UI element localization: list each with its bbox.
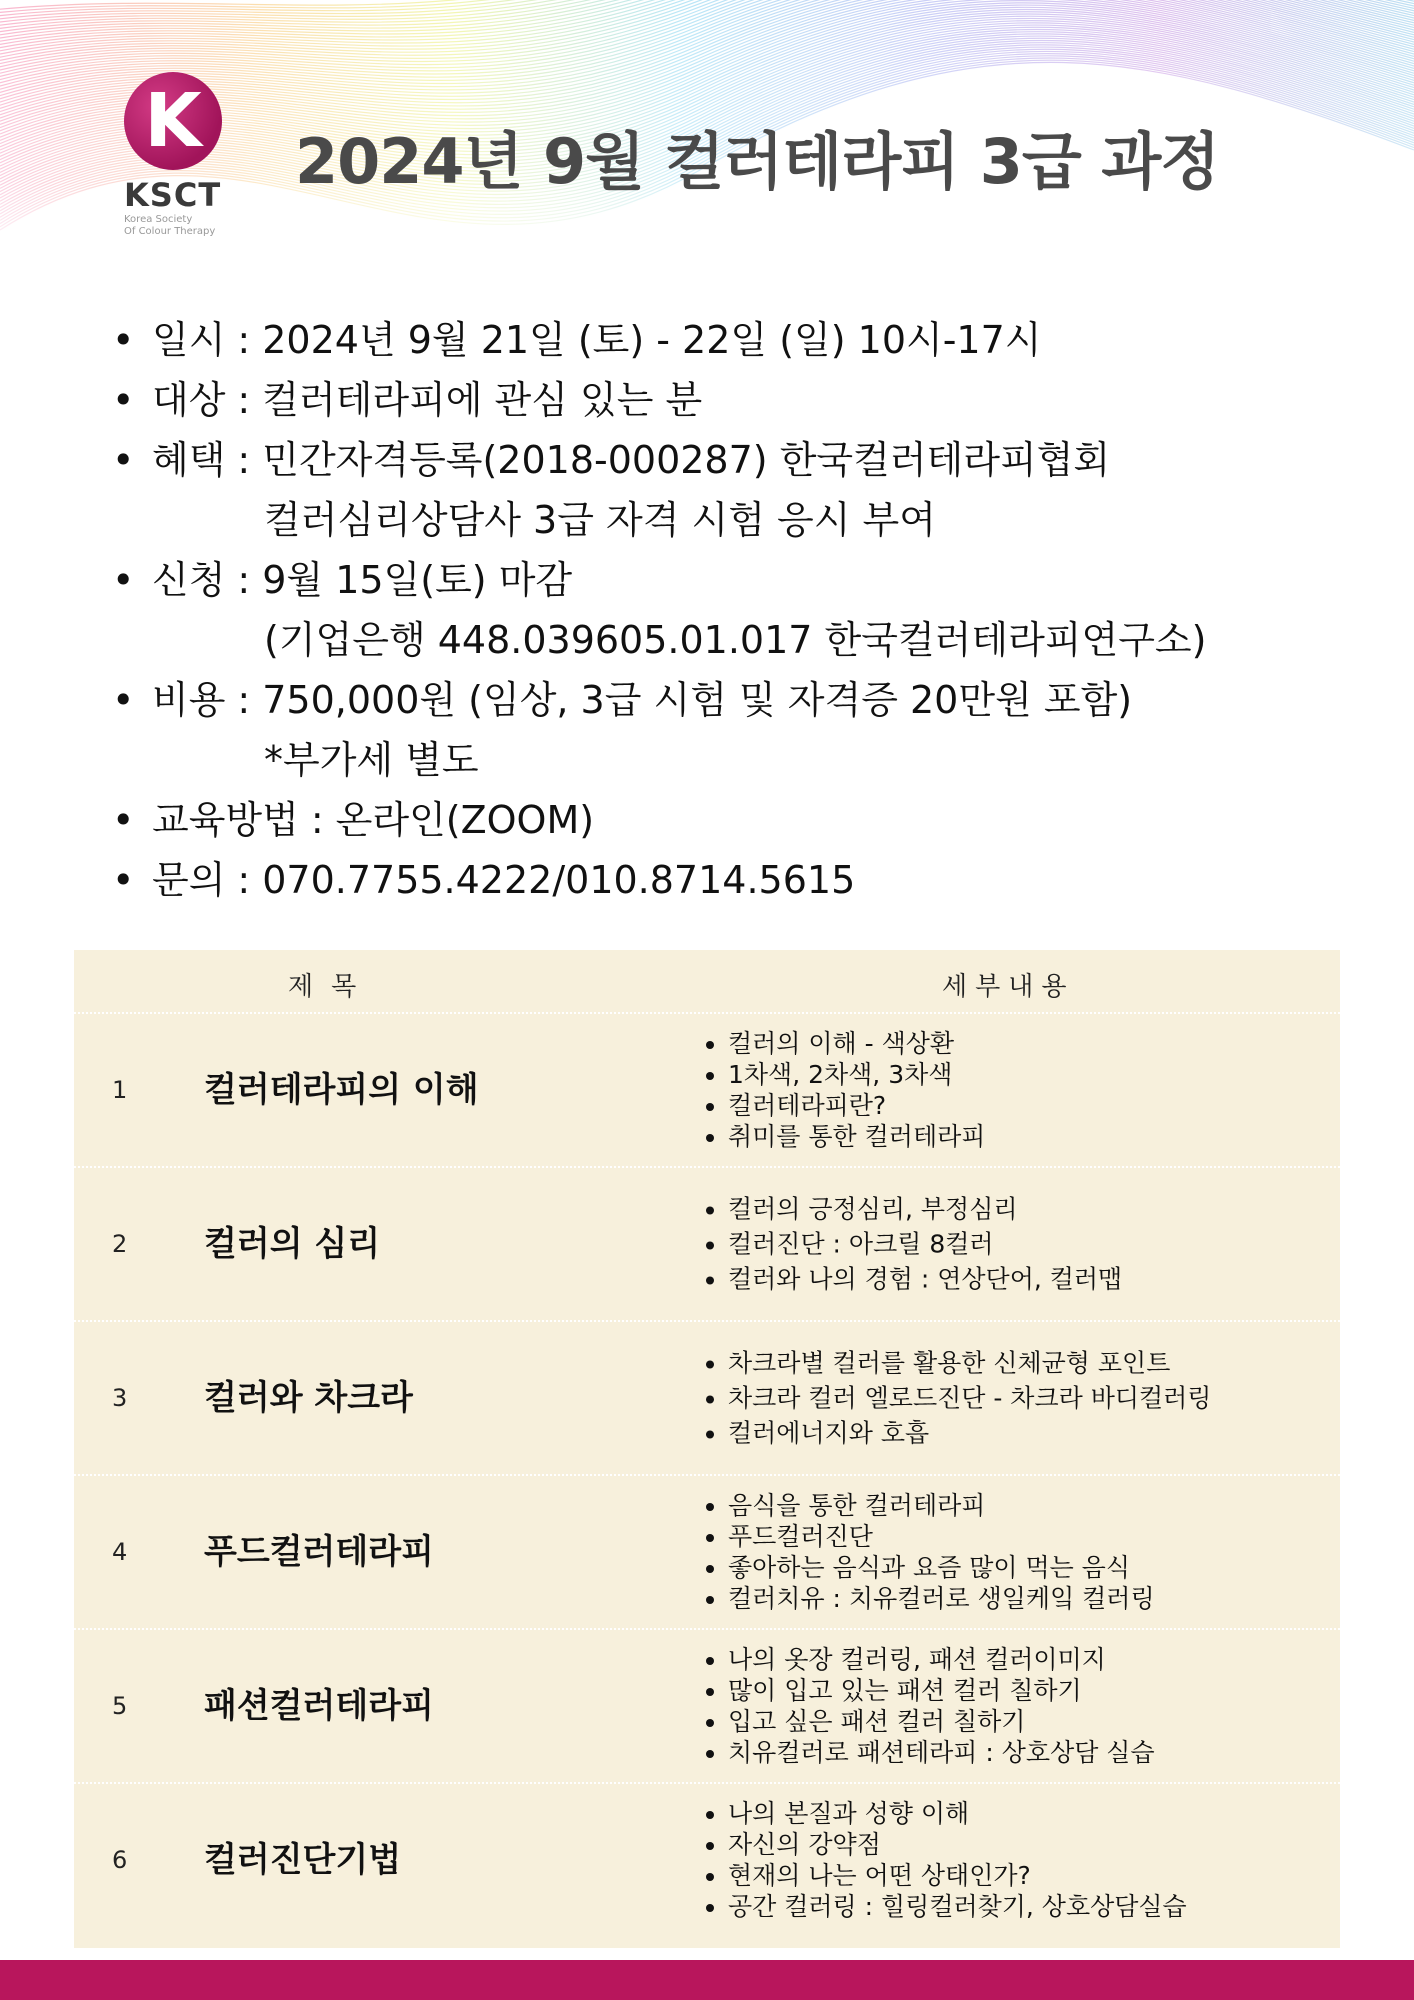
- info-value: 온라인(ZOOM): [335, 798, 595, 842]
- info-label: 비용: [152, 678, 226, 722]
- table-row: [74, 1630, 1340, 1784]
- header-detail: 세부내용: [942, 972, 1075, 1002]
- table-row: [74, 1476, 1340, 1630]
- info-separator: :: [237, 378, 251, 422]
- row-number: 6: [112, 1846, 128, 1874]
- info-label: 혜택: [152, 438, 226, 482]
- logo-letter: K: [144, 78, 202, 164]
- bullet-icon: •: [112, 798, 135, 842]
- info-label: 대상: [152, 378, 226, 422]
- detail-item: • 많이 입고 있는 패션 컬러 칠하기: [728, 1675, 1155, 1706]
- info-row: [112, 430, 1312, 490]
- bullet-icon: •: [112, 318, 135, 362]
- info-row: [112, 370, 1312, 430]
- info-separator: :: [237, 318, 251, 362]
- row-number: 4: [112, 1538, 128, 1566]
- info-continuation: (기업은행 448.039605.01.017 한국컬러테라피연구소): [264, 618, 1207, 662]
- row-number: 5: [112, 1692, 128, 1720]
- info-label: 일시: [152, 318, 226, 362]
- info-separator: :: [237, 678, 251, 722]
- table-row: [74, 1322, 1340, 1476]
- footer-bar: [0, 1960, 1414, 2000]
- info-row: [112, 850, 1312, 910]
- detail-item: • 입고 싶은 패션 컬러 칠하기: [728, 1706, 1155, 1737]
- table-body: [74, 1014, 1340, 1936]
- info-continuation: 컬러심리상담사 3급 자격 시험 응시 부여: [264, 498, 936, 542]
- table-row: [74, 1784, 1340, 1936]
- info-label: 교육방법: [152, 798, 299, 842]
- row-title: 푸드컬러테라피: [204, 1532, 434, 1572]
- table-header: [74, 950, 1340, 1014]
- detail-item: • 푸드컬러진단: [728, 1521, 1155, 1552]
- row-title: 컬러진단기법: [204, 1840, 402, 1880]
- detail-item: • 컬러치유 : 치유컬러로 생일케잌 컬러링: [728, 1583, 1155, 1614]
- row-title: 패션컬러테라피: [204, 1686, 434, 1726]
- detail-item: • 공간 컬러링 : 힐링컬러찾기, 상호상담실습: [728, 1891, 1187, 1922]
- row-details: [698, 1028, 985, 1152]
- row-details: [698, 1644, 1155, 1768]
- info-row: [112, 550, 1312, 610]
- bullet-icon: •: [112, 438, 135, 482]
- detail-item: • 취미를 통한 컬러테라피: [728, 1121, 985, 1152]
- table-row: [74, 1168, 1340, 1322]
- detail-item: • 컬러와 나의 경험 : 연상단어, 컬러맵: [728, 1262, 1122, 1297]
- detail-item: • 나의 본질과 성향 이해: [728, 1798, 1187, 1829]
- detail-item: • 컬러에너지와 호흡: [728, 1416, 1211, 1451]
- logo-text: KSCT: [124, 176, 222, 214]
- row-number: 3: [112, 1384, 128, 1412]
- info-value: 2024년 9월 21일 (토) - 22일 (일) 10시-17시: [262, 318, 1042, 362]
- page-title: 2024년 9월 컬러테라피 3급 과정: [295, 125, 1220, 198]
- info-separator: :: [237, 558, 251, 602]
- info-separator: :: [237, 438, 251, 482]
- detail-item: • 컬러의 이해 - 색상환: [728, 1028, 985, 1059]
- info-row: [112, 310, 1312, 370]
- ksct-logo: [118, 72, 228, 242]
- info-value: 750,000원 (임상, 3급 시험 및 자격증 20만원 포함): [262, 678, 1133, 722]
- table-row: [74, 1014, 1340, 1168]
- info-row: [112, 670, 1312, 730]
- row-title: 컬러와 차크라: [204, 1378, 413, 1418]
- header-title: 제목: [288, 972, 375, 1002]
- detail-item: • 차크라 컬러 엘로드진단 - 차크라 바디컬러링: [728, 1381, 1211, 1416]
- row-number: 1: [112, 1076, 128, 1104]
- row-details: [698, 1798, 1187, 1922]
- info-separator: :: [237, 858, 251, 902]
- info-separator: :: [310, 798, 324, 842]
- row-number: 2: [112, 1230, 128, 1258]
- detail-item: • 컬러진단 : 아크릴 8컬러: [728, 1227, 1122, 1262]
- detail-item: • 컬러의 긍정심리, 부정심리: [728, 1192, 1122, 1227]
- detail-item: • 음식을 통한 컬러테라피: [728, 1490, 1155, 1521]
- info-label: 문의: [152, 858, 226, 902]
- info-value: 컬러테라피에 관심 있는 분: [262, 378, 703, 422]
- row-details: [698, 1490, 1155, 1614]
- detail-item: • 나의 옷장 컬러링, 패션 컬러이미지: [728, 1644, 1155, 1675]
- row-title: 컬러의 심리: [204, 1224, 381, 1264]
- logo-subtitle: Korea Society Of Colour Therapy: [124, 214, 216, 237]
- info-value: 민간자격등록(2018-000287) 한국컬러테라피협회: [262, 438, 1111, 482]
- row-details: [698, 1192, 1122, 1297]
- bullet-icon: •: [112, 858, 135, 902]
- detail-item: • 차크라별 컬러를 활용한 신체균형 포인트: [728, 1346, 1211, 1381]
- detail-item: • 자신의 강약점: [728, 1829, 1187, 1860]
- bullet-icon: •: [112, 378, 135, 422]
- info-list: [112, 310, 1312, 910]
- detail-item: • 1차색, 2차색, 3차색: [728, 1059, 985, 1090]
- info-value: 9월 15일(토) 마감: [262, 558, 573, 602]
- info-value: 070.7755.4222/010.8714.5615: [262, 858, 856, 902]
- info-label: 신청: [152, 558, 226, 602]
- row-details: [698, 1346, 1211, 1451]
- info-row: [112, 790, 1312, 850]
- detail-item: • 현재의 나는 어떤 상태인가?: [728, 1860, 1187, 1891]
- bullet-icon: •: [112, 678, 135, 722]
- row-title: 컬러테라피의 이해: [204, 1070, 479, 1110]
- curriculum-table: [74, 950, 1340, 1948]
- detail-item: • 치유컬러로 패션테라피 : 상호상담 실습: [728, 1737, 1155, 1768]
- detail-item: • 컬러테라피란?: [728, 1090, 985, 1121]
- info-continuation: *부가세 별도: [264, 738, 479, 782]
- bullet-icon: •: [112, 558, 135, 602]
- detail-item: • 좋아하는 음식과 요즘 많이 먹는 음식: [728, 1552, 1155, 1583]
